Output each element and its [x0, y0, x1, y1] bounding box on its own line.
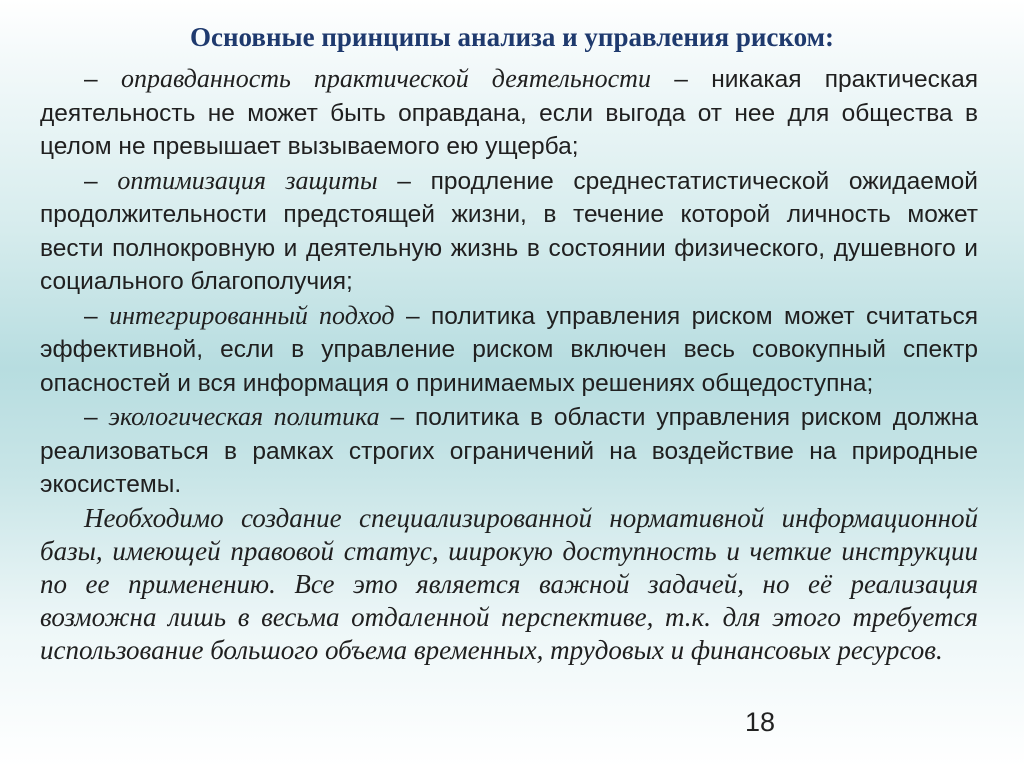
slide-body [40, 62, 978, 667]
principle-separator: – [394, 302, 432, 330]
principle-text: политика управления риском может считаться эффективной, если в управление риском включен весь совокупный спектр опасностей и вся информация о принимаемых решениях общедоступна; [40, 302, 979, 397]
principle-term: оптимизация защиты [117, 165, 378, 195]
principle-term: экологическая политика [108, 402, 380, 431]
page-number: 18 [745, 707, 776, 737]
principle-dash: – [84, 302, 98, 330]
principle-dash: – [84, 66, 98, 93]
principle-text: политика в области управления риском должна реализоваться в рамках строгих ограничений на воздействие на природные экосистемы. [40, 404, 978, 498]
principle-separator: – [379, 404, 415, 431]
principle-item [40, 299, 978, 401]
principle-item [40, 400, 978, 502]
principle-separator: – [377, 167, 431, 195]
principle-text: никакая практическая деятельность не может быть оправдана, если выгода от нее для общества в целом не превышает вызываемого ею ущерба; [40, 66, 978, 160]
principle-item [40, 164, 978, 299]
principle-text: продление среднестатистической ожидаемой продолжительности предстоящей жизни, в течение которой личность может вести полнокровную и деятельную жизнь в состоянии физического, душевного и социального благополучия; [40, 167, 978, 295]
principle-separator: – [650, 66, 712, 93]
principle-dash: – [84, 167, 98, 195]
principle-item [40, 62, 978, 164]
slide-title: Основные принципы анализа и управления риском: [190, 22, 834, 52]
principle-dash: – [84, 404, 98, 431]
closing-paragraph: Необходимо создание специализированной нормативной информационной базы, имеющей правовой статус, широкую доступность и четкие инструкции по ее применению. Все это является важной задачей, но её реализация возможна лишь в весьма отдаленной перспективе, т.к. для этого требуется использование большого объема временных, трудовых и финансовых ресурсов. [40, 502, 978, 665]
principle-term: интегрированный подход [109, 300, 395, 330]
principle-term: оправданность практической деятельности [120, 64, 651, 93]
